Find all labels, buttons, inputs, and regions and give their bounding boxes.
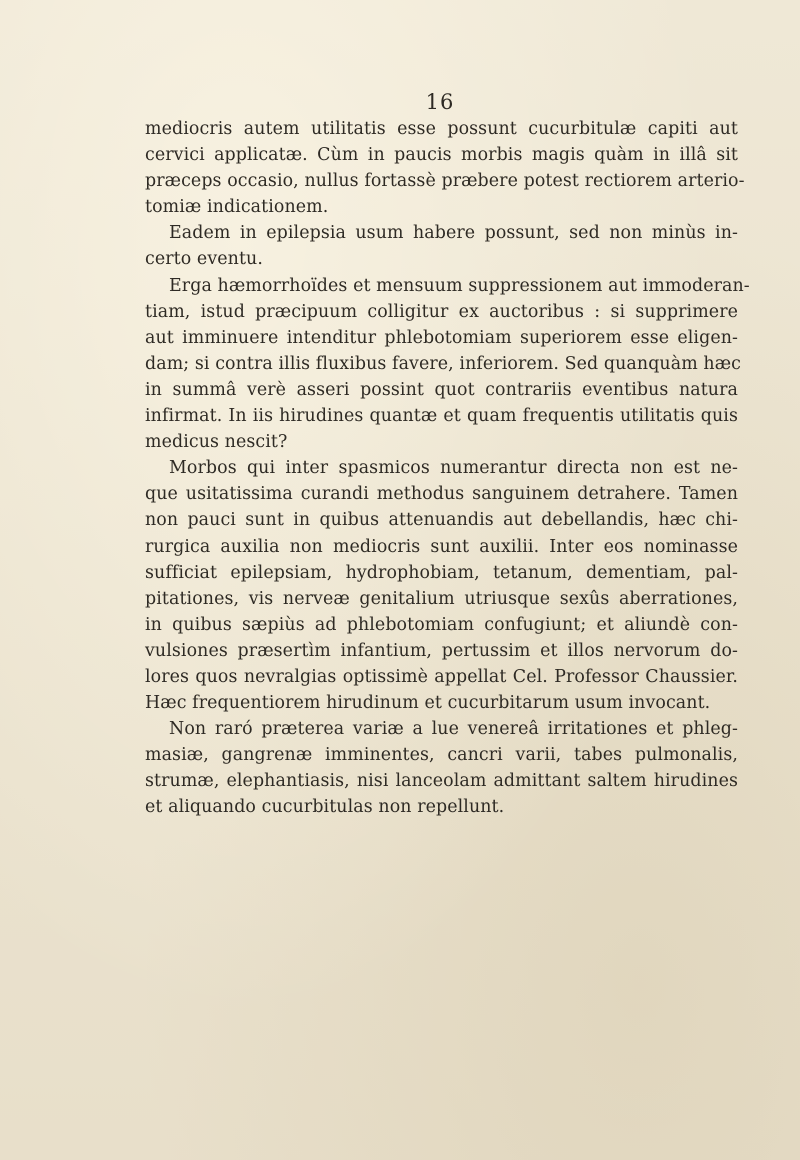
text-line: et aliquando cucurbitulas non repellunt.: [145, 797, 505, 818]
text-line: sufficiat epilepsiam, hydrophobiam, tetanum, dementiam, pal-: [145, 562, 738, 583]
text-line: tiam, istud præcipuum colligitur ex auctoribus : si supprimere: [145, 301, 738, 322]
text-line: aut imminuere intenditur phlebotomiam superiorem esse eligen-: [145, 327, 738, 348]
text-line: certo eventu.: [145, 249, 263, 270]
text-line: rurgica auxilia non mediocris sunt auxilii. Inter eos nominasse: [145, 536, 738, 557]
text-line: non pauci sunt in quibus attenuandis aut debellandis, hæc chi-: [145, 510, 738, 531]
text-line: infirmat. In iis hirudines quantæ et quam frequentis utilitatis quis: [145, 406, 738, 427]
text-line: Eadem in epilepsia usum habere possunt, sed non minùs in-: [169, 223, 738, 244]
text-line: masiæ, gangrenæ imminentes, cancri varii, tabes pulmonalis,: [145, 745, 738, 766]
text-line: tomiæ indicationem.: [145, 197, 329, 218]
page-number: 16: [425, 90, 455, 114]
text-line: strumæ, elephantiasis, nisi lanceolam admittant saltem hirudines: [145, 771, 738, 792]
text-line: Non raró præterea variæ a lue venereâ irritationes et phleg-: [169, 719, 738, 740]
text-line: in summâ verè asseri possint quot contrariis eventibus natura: [145, 379, 738, 400]
text-line: cervici applicatæ. Cùm in paucis morbis magis quàm in illâ sit: [145, 145, 738, 166]
text-line: præceps occasio, nullus fortassè præbere potest rectiorem arterio-: [145, 171, 745, 192]
text-line: vulsiones præsertìm infantium, pertussim et illos nervorum do-: [145, 640, 738, 661]
text-line: lores quos nevralgias optissimè appellat Cel. Professor Chaussier.: [145, 666, 738, 687]
text-line: Erga hæmorrhoïdes et mensuum suppressionem aut immoderan-: [169, 275, 750, 296]
text-line: Morbos qui inter spasmicos numerantur directa non est ne-: [169, 458, 738, 479]
text-line: dam; si contra illis fluxibus favere, inferiorem. Sed quanquàm hæc: [145, 353, 741, 374]
text-line: in quibus sæpiùs ad phlebotomiam confugiunt; et aliundè con-: [145, 614, 738, 635]
text-line: Hæc frequentiorem hirudinum et cucurbitarum usum invocant.: [145, 693, 711, 714]
body-text: [145, 116, 750, 821]
text-line: que usitatissima curandi methodus sanguinem detrahere. Tamen: [145, 484, 738, 505]
text-line: pitationes, vis nerveæ genitalium utriusque sexûs aberrationes,: [145, 588, 738, 609]
text-line: mediocris autem utilitatis esse possunt cucurbitulæ capiti aut: [145, 119, 738, 139]
text-line: medicus nescit?: [145, 432, 288, 453]
